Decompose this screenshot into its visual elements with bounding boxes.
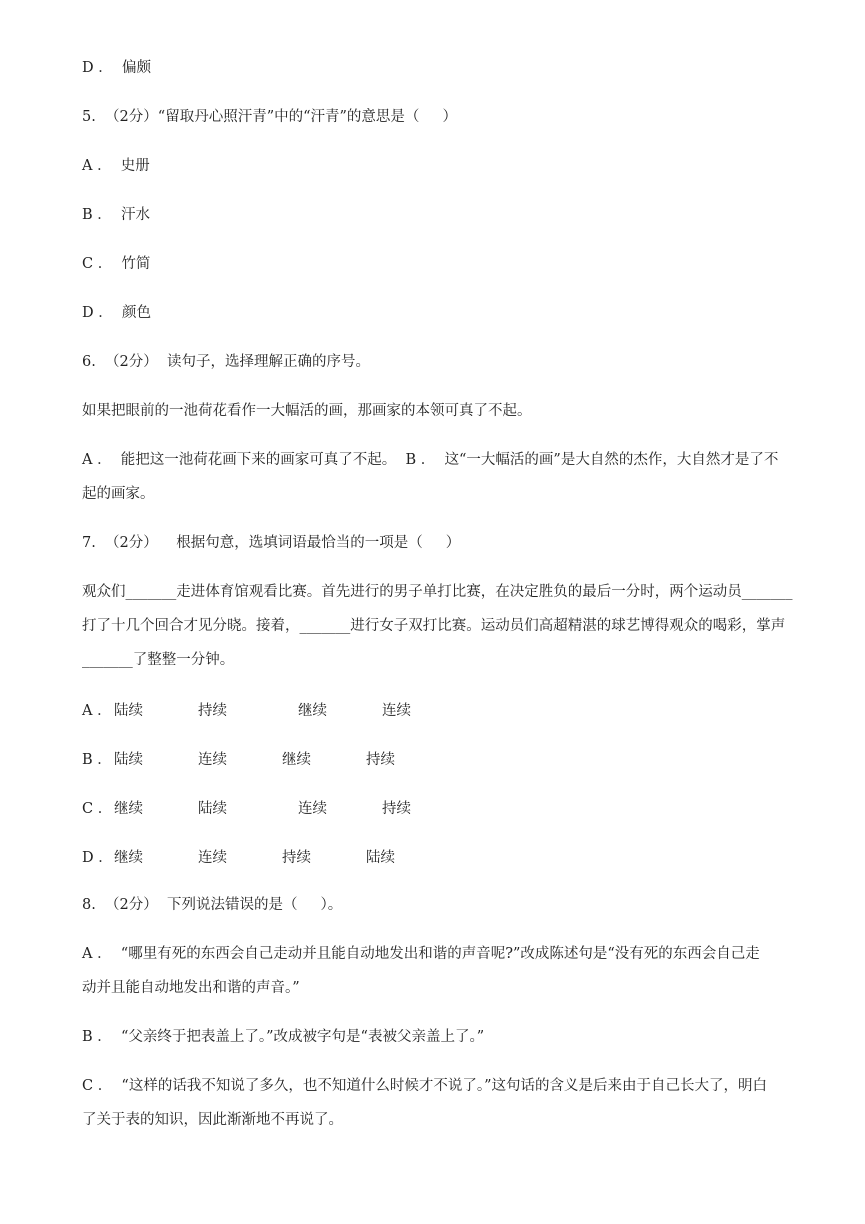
q7-passage-line-1: 观众们_______走进体育馆观看比赛。首先进行的男子单打比赛，在决定胜负的最后一分时，两个运动员_______ — [82, 584, 793, 600]
option-word: 持续 — [282, 850, 311, 866]
q5-option-b: B ． 汗水 — [82, 207, 150, 223]
option-word: 陆续 — [114, 703, 143, 719]
q7-passage-line-3: _______了整整一分钟。 — [82, 652, 235, 668]
q4-option-d: D ． 偏颇 — [82, 60, 151, 76]
option-word: 继续 — [114, 801, 143, 817]
q6-options-line-1: A ． 能把这一池荷花画下来的画家可真了不起。 B ． 这“一大幅活的画”是大自然的杰作，大自然才是了不 — [82, 452, 779, 468]
q7-passage-line-2: 打了十几个回合才见分晓。接着，_______进行女子双打比赛。运动员们高超精湛的球艺博得观众的喝彩，掌声 — [82, 618, 786, 634]
option-word: 连续 — [382, 703, 411, 719]
option-label: D ． — [82, 850, 113, 866]
option-word: 持续 — [198, 703, 227, 719]
option-label: C ． — [82, 801, 113, 817]
option-word: 继续 — [282, 752, 311, 768]
q8-option-c-line-1: C ． “这样的话我不知说了多久，也不知道什么时候才不说了。”这句话的含义是后来由于自己长大了，明白 — [82, 1078, 767, 1094]
option-word: 陆续 — [198, 801, 227, 817]
q6-passage: 如果把眼前的一池荷花看作一大幅活的画，那画家的本领可真了不起。 — [82, 403, 532, 419]
q8-option-b: B ． “父亲终于把表盖上了。”改成被字句是“表被父亲盖上了。” — [82, 1029, 485, 1045]
q6-options-line-2: 起的画家。 — [82, 486, 155, 502]
option-word: 持续 — [382, 801, 411, 817]
q5-option-d: D ． 颜色 — [82, 305, 151, 321]
option-word: 继续 — [298, 703, 327, 719]
option-label: B ． — [82, 752, 112, 768]
q8-option-a-line-2: 动并且能自动地发出和谐的声音。” — [82, 980, 300, 996]
option-word: 连续 — [198, 850, 227, 866]
option-label: A ． — [82, 703, 112, 719]
option-word: 陆续 — [366, 850, 395, 866]
option-word: 持续 — [366, 752, 395, 768]
q5-stem: 5. （2分）“留取丹心照汗青”中的“汗青”的意思是（ ） — [82, 109, 457, 125]
q6-stem: 6. （2分） 读句子，选择理解正确的序号。 — [82, 354, 370, 370]
q5-option-a: A ． 史册 — [82, 158, 150, 174]
q5-option-c: C ． 竹简 — [82, 256, 151, 272]
q8-stem: 8. （2分） 下列说法错误的是（ ）。 — [82, 897, 343, 913]
option-word: 连续 — [298, 801, 327, 817]
option-word: 陆续 — [114, 752, 143, 768]
q8-option-a-line-1: A ． “哪里有死的东西会自己走动并且能自动地发出和谐的声音呢?”改成陈述句是“没有死的东西会自己走 — [82, 946, 760, 962]
option-word: 连续 — [198, 752, 227, 768]
q8-option-c-line-2: 了关于表的知识，因此渐渐地不再说了。 — [82, 1112, 343, 1128]
q7-stem: 7. （2分） 根据句意，选填词语最恰当的一项是（ ） — [82, 535, 461, 551]
option-word: 继续 — [114, 850, 143, 866]
